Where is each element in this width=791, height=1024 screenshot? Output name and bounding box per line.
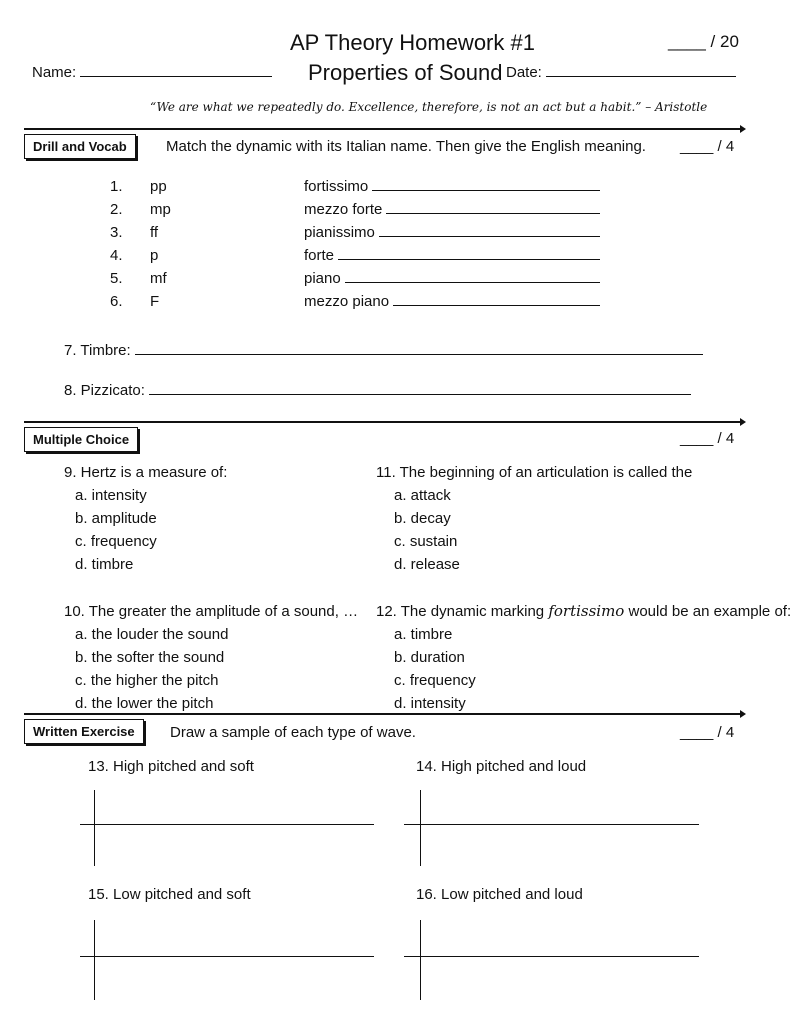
italian-name-field[interactable] (304, 201, 600, 218)
question-11 (376, 461, 692, 576)
answer-option[interactable]: a. attack (394, 487, 451, 504)
question-text: 9. Hertz is a measure of: (64, 464, 228, 481)
question-13-label: 13. High pitched and soft (88, 758, 254, 775)
y-axis (420, 920, 421, 1000)
section-divider (24, 128, 740, 130)
drill-vocab-tab: Drill and Vocab (24, 134, 136, 159)
answer-option[interactable]: b. the softer the sound (75, 649, 225, 666)
name-label: Name: (32, 64, 81, 81)
italian-name-field[interactable] (304, 293, 600, 310)
answer-option[interactable]: c. the higher the pitch (75, 672, 219, 689)
item-number: 1. (110, 178, 123, 195)
dynamic-mark: p (150, 247, 159, 264)
question-16-label: 16. Low pitched and loud (416, 886, 583, 903)
dynamic-mark: pp (150, 178, 167, 195)
written-score: ____ / 4 (680, 724, 735, 741)
timbre-definition[interactable] (64, 342, 703, 359)
item-number: 3. (110, 224, 123, 241)
timbre-label: 7. Timbre: (64, 342, 135, 359)
italian-name: pianissimo (304, 224, 375, 241)
item-number: 5. (110, 270, 123, 287)
italian-name: mezzo piano (304, 293, 390, 310)
italian-name: mezzo forte (304, 201, 383, 218)
x-axis (404, 956, 699, 957)
y-axis (420, 790, 421, 866)
answer-option[interactable]: d. release (394, 556, 460, 573)
mc-score: ____ / 4 (680, 430, 735, 447)
answer-option[interactable]: a. timbre (394, 626, 453, 643)
question-9 (64, 461, 227, 576)
item-number: 6. (110, 293, 123, 310)
question-text: 10. The greater the amplitude of a sound, … (64, 603, 359, 620)
italian-name: piano (304, 270, 341, 287)
answer-option[interactable]: c. sustain (394, 533, 458, 550)
total-score: ____ / 20 (668, 32, 739, 51)
item-number: 2. (110, 201, 123, 218)
answer-option[interactable]: a. intensity (75, 487, 147, 504)
question-10 (64, 600, 358, 715)
section-divider (24, 421, 740, 423)
answer-option[interactable]: b. duration (394, 649, 465, 666)
dynamic-mark: mf (150, 270, 167, 287)
worksheet-title: AP Theory Homework #1 (290, 30, 535, 55)
divider-arrow-icon (740, 125, 746, 133)
x-axis (404, 824, 699, 825)
question-12 (376, 600, 791, 715)
answer-option[interactable]: b. decay (394, 510, 451, 527)
answer-option[interactable]: b. amplitude (75, 510, 157, 527)
italian-name-field[interactable] (304, 178, 600, 195)
dynamic-mark: ff (150, 224, 159, 241)
italian-name-field[interactable] (304, 270, 600, 287)
dynamic-mark: F (150, 293, 160, 310)
section-divider (24, 713, 740, 715)
answer-option[interactable]: a. the louder the sound (75, 626, 229, 643)
multiple-choice-tab: Multiple Choice (24, 427, 138, 452)
answer-option[interactable]: d. timbre (75, 556, 134, 573)
y-axis (94, 790, 95, 866)
italian-name: forte (304, 247, 335, 264)
question-text: 12. The dynamic marking fortissimo would be an example of: (376, 602, 791, 620)
dynamic-mark: mp (150, 201, 171, 218)
worksheet-subtitle: Properties of Sound (308, 60, 503, 85)
question-15-label: 15. Low pitched and soft (88, 886, 251, 903)
divider-arrow-icon (740, 418, 746, 426)
drill-instructions: Match the dynamic with its Italian name. Then give the English meaning. (166, 138, 646, 155)
divider-arrow-icon (740, 710, 746, 718)
italian-name-field[interactable] (304, 224, 600, 241)
answer-option[interactable]: d. intensity (394, 695, 466, 712)
answer-option[interactable]: c. frequency (394, 672, 476, 689)
drill-score: ____ / 4 (680, 138, 735, 155)
y-axis (94, 920, 95, 1000)
question-14-label: 14. High pitched and loud (416, 758, 587, 775)
date-label: Date: (506, 64, 547, 81)
item-number: 4. (110, 247, 123, 264)
name-field[interactable] (32, 64, 272, 81)
pizzicato-definition[interactable] (64, 382, 691, 399)
answer-option[interactable]: d. the lower the pitch (75, 695, 214, 712)
question-text: 11. The beginning of an articulation is called the (376, 464, 693, 481)
italian-name: fortissimo (304, 178, 369, 195)
x-axis (80, 824, 374, 825)
aristotle-quote: “We are what we repeatedly do. Excellence, therefore, is not an act but a habit.” – Aristotle (150, 100, 708, 114)
answer-option[interactable]: c. frequency (75, 533, 157, 550)
written-exercise-tab: Written Exercise (24, 719, 144, 744)
written-instructions: Draw a sample of each type of wave. (170, 724, 416, 741)
pizzicato-label: 8. Pizzicato: (64, 382, 150, 399)
date-field[interactable] (506, 64, 736, 81)
x-axis (80, 956, 374, 957)
italian-name-field[interactable] (304, 247, 600, 264)
